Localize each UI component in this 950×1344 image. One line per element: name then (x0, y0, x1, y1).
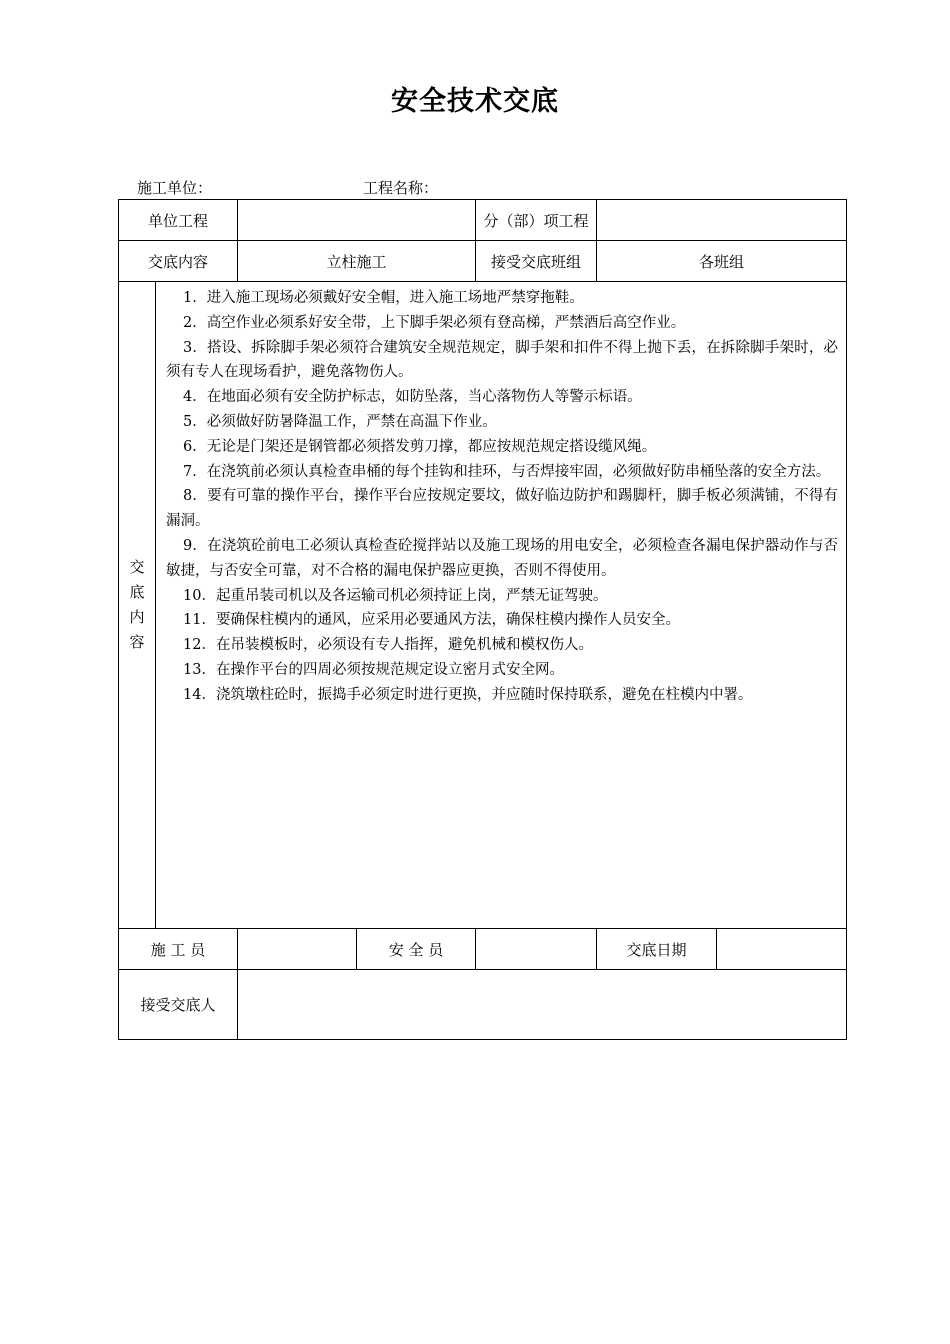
safety-officer-label: 安 全 员 (357, 929, 476, 970)
receiver-label: 接受交底人 (119, 970, 238, 1040)
row-briefing-body (119, 282, 847, 929)
briefing-date-value[interactable] (717, 929, 847, 970)
briefing-item: 5．必须做好防暑降温工作，严禁在高温下作业。 (183, 413, 497, 430)
briefing-item: 2．高空作业必须系好安全带，上下脚手架必须有登高梯，严禁酒后高空作业。 (183, 314, 686, 331)
briefing-item: 4．在地面必须有安全防护标志，如防坠落，当心落物伤人等警示标语。 (183, 389, 642, 406)
briefing-item: 13．在操作平台的四周必须按规范规定设立密月式安全网。 (183, 661, 564, 678)
worker-label: 施 工 员 (119, 929, 238, 970)
unit-project-label: 单位工程 (119, 200, 238, 241)
row-content (119, 241, 847, 282)
safety-officer-value[interactable] (476, 929, 597, 970)
briefing-item: 3．搭设、拆除脚手架必须符合建筑安全规范规定，脚手架和扣件不得上抛下丢，在拆除脚手架时，必须有专人在现场看护，避免落物伤人。 (166, 339, 839, 381)
document-title: 安全技术交底 (391, 86, 559, 117)
row-unit-project (119, 200, 847, 241)
briefing-item: 1．进入施工现场必须戴好安全帽，进入施工场地严禁穿拖鞋。 (183, 290, 584, 306)
sub-project-label: 分（部）项工程 (476, 200, 597, 241)
body-vertical-label: 交底内容 (129, 558, 145, 651)
briefing-item: 6．无论是门架还是钢管都必须搭发剪刀撑，都应按规范规定搭设缆风绳。 (183, 438, 657, 455)
content-label: 交底内容 (119, 241, 238, 282)
briefing-date-label: 交底日期 (597, 929, 717, 970)
worker-value[interactable] (238, 929, 357, 970)
briefing-item: 12．在吊装模板时，必须设有专人指挥，避免机械和模权伤人。 (183, 637, 593, 654)
briefing-item: 7．在浇筑前必须认真检查串桶的每个挂钩和挂环，与否焊接牢固，必须做好防串桶坠落的安全方法。 (183, 463, 831, 480)
briefing-item: 14．浇筑墩柱砼时，振捣手必须定时进行更换，并应随时保持联系，避免在柱模内中署。 (183, 686, 753, 703)
briefing-item: 9．在浇筑砼前电工必须认真检查砼搅拌站以及施工现场的用电安全，必须检查各漏电保护器动作与否敏捷，与否安全可靠，对不合格的漏电保护器应更换，否则不得使用。 (166, 537, 839, 579)
team-value[interactable]: 各班组 (597, 241, 847, 282)
briefing-item: 10．起重吊装司机以及各运输司机必须持证上岗，严禁无证驾驶。 (183, 587, 608, 604)
unit-project-value[interactable] (238, 200, 476, 241)
row-receiver (119, 970, 847, 1040)
sub-project-value[interactable] (597, 200, 847, 241)
briefing-items (156, 282, 847, 929)
construction-unit-label: 施工单位： (137, 179, 213, 197)
row-signatures (119, 929, 847, 970)
briefing-item: 8．要有可靠的操作平台，操作平台应按规定要坟，做好临边防护和踢脚杆，脚手板必须满铺，不得有漏洞。 (166, 488, 839, 530)
safety-briefing-table (118, 199, 847, 1040)
body-label-cell (119, 282, 156, 929)
content-value[interactable]: 立柱施工 (238, 241, 476, 282)
receiver-value[interactable] (238, 970, 847, 1040)
project-name-label: 工程名称： (363, 179, 439, 197)
team-label: 接受交底班组 (476, 241, 597, 282)
briefing-item: 11．要确保柱模内的通风，应采用必要通风方法，确保柱模内操作人员安全。 (183, 612, 680, 629)
